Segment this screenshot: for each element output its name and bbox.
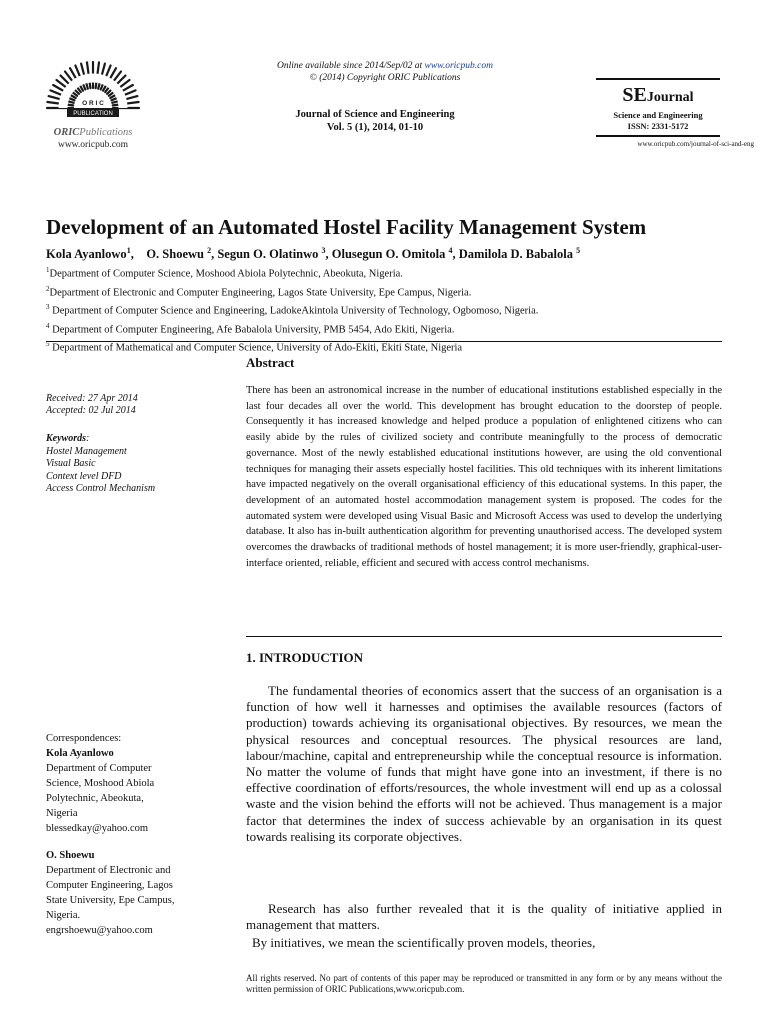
- contact-spacer: [46, 836, 231, 848]
- affiliation-text: Department of Mathematical and Computer Science, University of Ado-Ekiti, Ekiti State, Nigeria: [49, 342, 463, 354]
- article-dates: [46, 393, 226, 417]
- author-name: Kola Ayanlowo: [46, 247, 127, 262]
- keyword: Access Control Mechanism: [46, 483, 156, 494]
- contact-name: O. Shoewu: [46, 850, 95, 861]
- contact-address-line: Department of Electronic and: [46, 865, 171, 876]
- author-list: [46, 243, 758, 262]
- author-affil-marker: 1: [126, 246, 131, 255]
- affiliation: [46, 300, 758, 319]
- contact-email[interactable]: blessedkay@yahoo.com: [46, 823, 149, 834]
- received-date: Received: 27 Apr 2014: [46, 393, 138, 404]
- divider-abstract: [246, 636, 722, 637]
- keyword: Visual Basic: [46, 458, 96, 469]
- author-affil-marker: 5: [576, 246, 581, 255]
- issn: ISSN: 2331-5172: [627, 121, 689, 131]
- contact-address-line: Science, Moshood Abiola: [46, 778, 155, 789]
- journal-url[interactable]: www.oricpub.com/journal-of-sci-and-eng: [637, 140, 754, 148]
- contact-address-line: Department of Computer: [46, 763, 152, 774]
- introduction-heading: 1. INTRODUCTION: [246, 650, 364, 665]
- correspondence-label: Correspondences:: [46, 733, 122, 744]
- keyword: Context level DFD: [46, 470, 122, 482]
- copyright-line: © (2014) Copyright ORIC Publications: [309, 73, 461, 83]
- logo-band-text: PUBLICATION: [73, 111, 113, 117]
- author-name: O. Shoewu: [146, 247, 208, 262]
- publisher-logo: [38, 56, 148, 151]
- author-separator: ,: [130, 247, 147, 262]
- affiliation-text: Department of Computer Science and Engineering, LadokeAkintola University of Technology, Ogbomoso, Nigeria.: [49, 305, 539, 317]
- author-separator: ,: [211, 247, 218, 262]
- publisher-brand: [38, 127, 148, 139]
- journal-name: Journal of Science and Engineering: [295, 109, 455, 120]
- paper-title: Development of an Automated Hostel Facility Management System: [46, 215, 647, 239]
- accepted-date: Accepted: 02 Jul 2014: [46, 405, 136, 416]
- keywords-block: [46, 433, 236, 496]
- author-affil-marker: 3: [321, 246, 326, 255]
- availability-note: [235, 60, 535, 84]
- keyword: Hostel Management: [46, 445, 127, 457]
- introduction-paragraph-2: Research has also further revealed that it is the quality of initiative applied in management that matters.: [246, 901, 722, 933]
- author-affil-marker: 4: [448, 246, 453, 255]
- keyword-list: [46, 446, 236, 496]
- logo-ring-text: O R I C: [82, 100, 104, 107]
- sejournal-title: [596, 83, 720, 110]
- copyright-footer: All rights reserved. No part of contents of this paper may be reproduced or transmitted in any form or by any means without the written permission of ORIC Publications,www.oricpub.com.: [246, 973, 722, 994]
- introduction-paragraph-3: By initiatives, we mean the scientifically proven models, theories,: [252, 935, 596, 950]
- abstract-text: There has been an astronomical increase in the number of educational institutions established especially in the last four decades all over the world. This development has brought education to the doorstep of people. Consequently it has increased knowledge and helped produce a population of enlightened citizens who can easily abide by the rules of civilized society and contribute meaningfully to the process of democratic governance. Most of the newly established educational institutions however, are using the old conventional techniques for managing their assets especially hostel facilities. This old techniques with its inherent limitations have impacted negatively on the overall organisational efficiency of this educational systems. In this paper, the development of an automated hostel accommodation management system is proposed. The codes for the automated system were developed using Visual Basic and Microsoft Access was used to develop the underlying database. It also has in-built authentication algorithm for preventing unauthorised access. The developed system overcomes the drawbacks of traditional methods of hostel management; it is more user-friendly, graphical-user-interface oriented, reliable, efficient and secured with access control mechanisms.: [246, 385, 722, 569]
- contact-list: [46, 746, 231, 938]
- affiliation-marker: 1: [46, 266, 50, 274]
- affiliation: [46, 319, 758, 338]
- contact-address-line: Polytechnic, Abeokuta,: [46, 793, 144, 804]
- sej-big: SE: [622, 84, 647, 106]
- author-affil-marker: 2: [207, 246, 212, 255]
- affiliation: [46, 282, 758, 301]
- contact-address-line: Computer Engineering, Lagos: [46, 880, 173, 891]
- brand-main: ORIC: [53, 127, 80, 138]
- author-name: Segun O. Olatinwo: [217, 247, 322, 262]
- author-name: Olusegun O. Omitola: [331, 247, 449, 262]
- sej-small: Journal: [646, 90, 694, 105]
- affiliation: [46, 337, 758, 356]
- brand-suffix: Publications: [79, 127, 133, 138]
- affiliation-text: Department of Computer Science, Moshood Abiola Polytechnic, Abeokuta, Nigeria.: [49, 268, 403, 280]
- author-separator: ,: [325, 247, 332, 262]
- contact-address-line: Nigeria: [46, 808, 78, 819]
- affiliation: [46, 263, 758, 282]
- oric-sunburst-logo: [45, 56, 141, 126]
- contact-name: Kola Ayanlowo: [46, 748, 114, 759]
- contact-email[interactable]: engrshoewu@yahoo.com: [46, 925, 153, 936]
- affiliation-text: Department of Computer Engineering, Afe Babalola University, PMB 5454, Ado Ekiti, Nigeria.: [49, 324, 455, 335]
- publisher-url[interactable]: www.oricpub.com: [57, 140, 129, 150]
- contact-address-line: State University, Epe Campus,: [46, 895, 175, 906]
- journal-volume: Vol. 5 (1), 2014, 01-10: [326, 122, 424, 133]
- author-name: Damilola D. Babalola: [458, 247, 577, 262]
- divider-top: [46, 341, 722, 342]
- journal-citation: [250, 108, 500, 134]
- abstract-heading: Abstract: [246, 355, 295, 370]
- correspondence-block: [46, 731, 231, 938]
- author-separator: ,: [452, 247, 459, 262]
- affiliation-text: Department of Electronic and Computer Engineering, Lagos State University, Epe Campus, Nigeria.: [49, 287, 472, 298]
- online-prefix: Online available since 2014/Sep/02 at: [277, 61, 425, 71]
- introduction-paragraph-1: The fundamental theories of economics assert that the success of an organisation is a function of how well it harnesses and optimises the available resources (factors of production) towards achieving its organisational objectives. By resources, we mean the physical resources and conceptual resources. The physical resources are land, labour/machine, capital and entrepreneurship while the conceptual resource is information. No matter the volume of funds that might have gone into an investment, if there is no effective coordination of efforts/resources, the whole investment will end up as a colossal waste and the vision behind the efforts will not be achieved. Thus management is a major factor that determines the index of success achievable by an organisation in its quest towards realising its corporate objectives.: [246, 683, 722, 844]
- keywords-label: Keywords: [46, 433, 86, 444]
- affiliation-marker: 5: [46, 340, 50, 348]
- contact-address-line: Nigeria.: [46, 910, 81, 921]
- sej-subtitle: Science and Engineering: [613, 110, 703, 120]
- affiliation-marker: 4: [46, 321, 50, 330]
- affiliation-marker: 3: [46, 303, 50, 311]
- sejournal-box: [596, 78, 720, 137]
- online-link[interactable]: www.oricpub.com: [424, 61, 493, 71]
- affiliation-marker: 2: [46, 284, 50, 293]
- keywords-colon: :: [86, 433, 90, 444]
